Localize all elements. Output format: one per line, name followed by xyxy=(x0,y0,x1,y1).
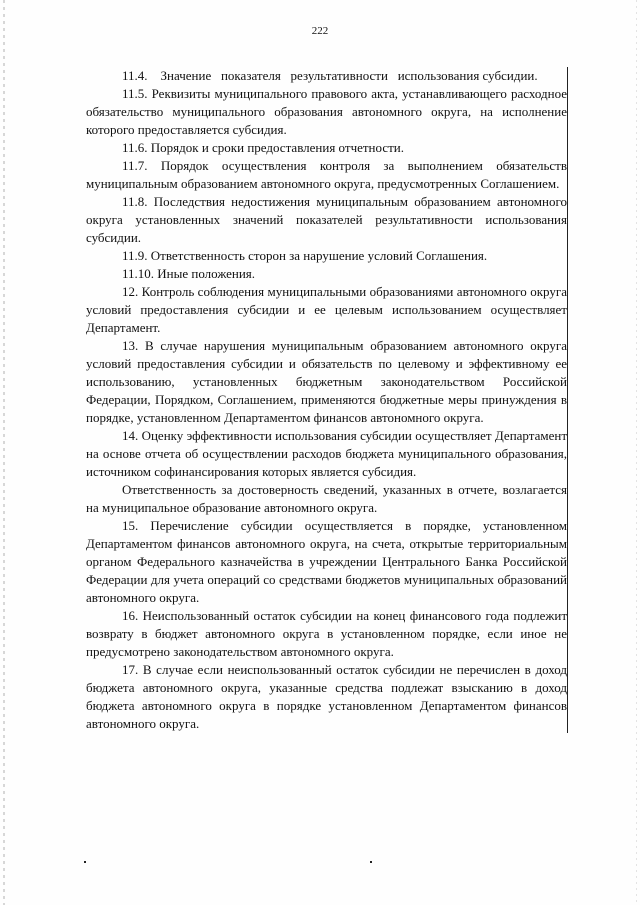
paragraph-11-8: 11.8. Последствия недостижения муниципальным образованием автономного округа установленных значений показателей результативности использования субсидии. xyxy=(86,194,567,245)
paragraph-16: 16. Неиспользованный остаток субсидии на конец финансового года подлежит возврату в бюджет автономного округа в установленном порядке, если иное не предусмотрено законодательством автономного округа. xyxy=(86,608,567,659)
paragraph-11-7: 11.7. Порядок осуществления контроля за выполнением обязательств муниципальным образованием автономного округа, предусмотренных Соглашением. xyxy=(86,158,567,191)
paragraph-11-9: 11.9. Ответственность сторон за нарушение условий Соглашения. xyxy=(122,248,488,263)
page-number: 222 xyxy=(311,25,329,37)
paragraph-15: 15. Перечисление субсидии осуществляется в порядке, установленном Департаментом финансов автономного округа, на счета, открытые территориальным органом Федерального казначейства в учреждении Центрального Банка Российской Федерации для учета операций со средствами бюджетов муниципальных образований автономного округа. xyxy=(86,518,567,605)
document-body xyxy=(86,67,568,733)
paragraph-14-responsibility: Ответственность за достоверность сведений, указанных в отчете, возлагается на муниципальное образование автономного округа. xyxy=(86,482,567,515)
paragraph-11-5: 11.5. Реквизиты муниципального правового акта, устанавливающего расходное обязательство муниципального образования автономного округа, на исполнение которого предоставляется субсидия. xyxy=(86,86,567,137)
paragraph-12: 12. Контроль соблюдения муниципальными образованиями автономного округа условий предоставления субсидии и ее целевым использованием осуществляет Департамент. xyxy=(86,284,567,335)
paragraph-14: 14. Оценку эффективности использования субсидии осуществляет Департамент на основе отчета об осуществлении расходов бюджета муниципального образования, источником софинансирования которых является субсидия. xyxy=(86,428,567,479)
paragraph-17: 17. В случае если неиспользованный остаток субсидии не перечислен в доход бюджета автономного округа, указанные средства подлежат взысканию в доход бюджета автономного округа в порядке установленном Департаментом финансов автономного округа. xyxy=(86,662,567,731)
scan-edge-right xyxy=(636,0,637,905)
scan-dot-mark xyxy=(370,861,372,863)
paragraph-13: 13. В случае нарушения муниципальным образованием автономного округа условий предоставления субсидии и обязательств по целевому и эффективному ее использованию, установленных бюджетным законодательством Российской Федерации, Порядком, Соглашением, применяются бюджетные меры принуждения в порядке, установленном Департаментом финансов автономного округа. xyxy=(86,338,567,425)
paragraph-11-10: 11.10. Иные положения. xyxy=(122,266,256,281)
paragraph-11-4: 11.4. Значение показателя результативности использования субсидии. xyxy=(122,68,538,83)
scan-edge-left xyxy=(3,0,5,905)
scan-dot-mark xyxy=(84,861,86,863)
paragraph-11-6: 11.6. Порядок и сроки предоставления отчетности. xyxy=(122,140,404,155)
